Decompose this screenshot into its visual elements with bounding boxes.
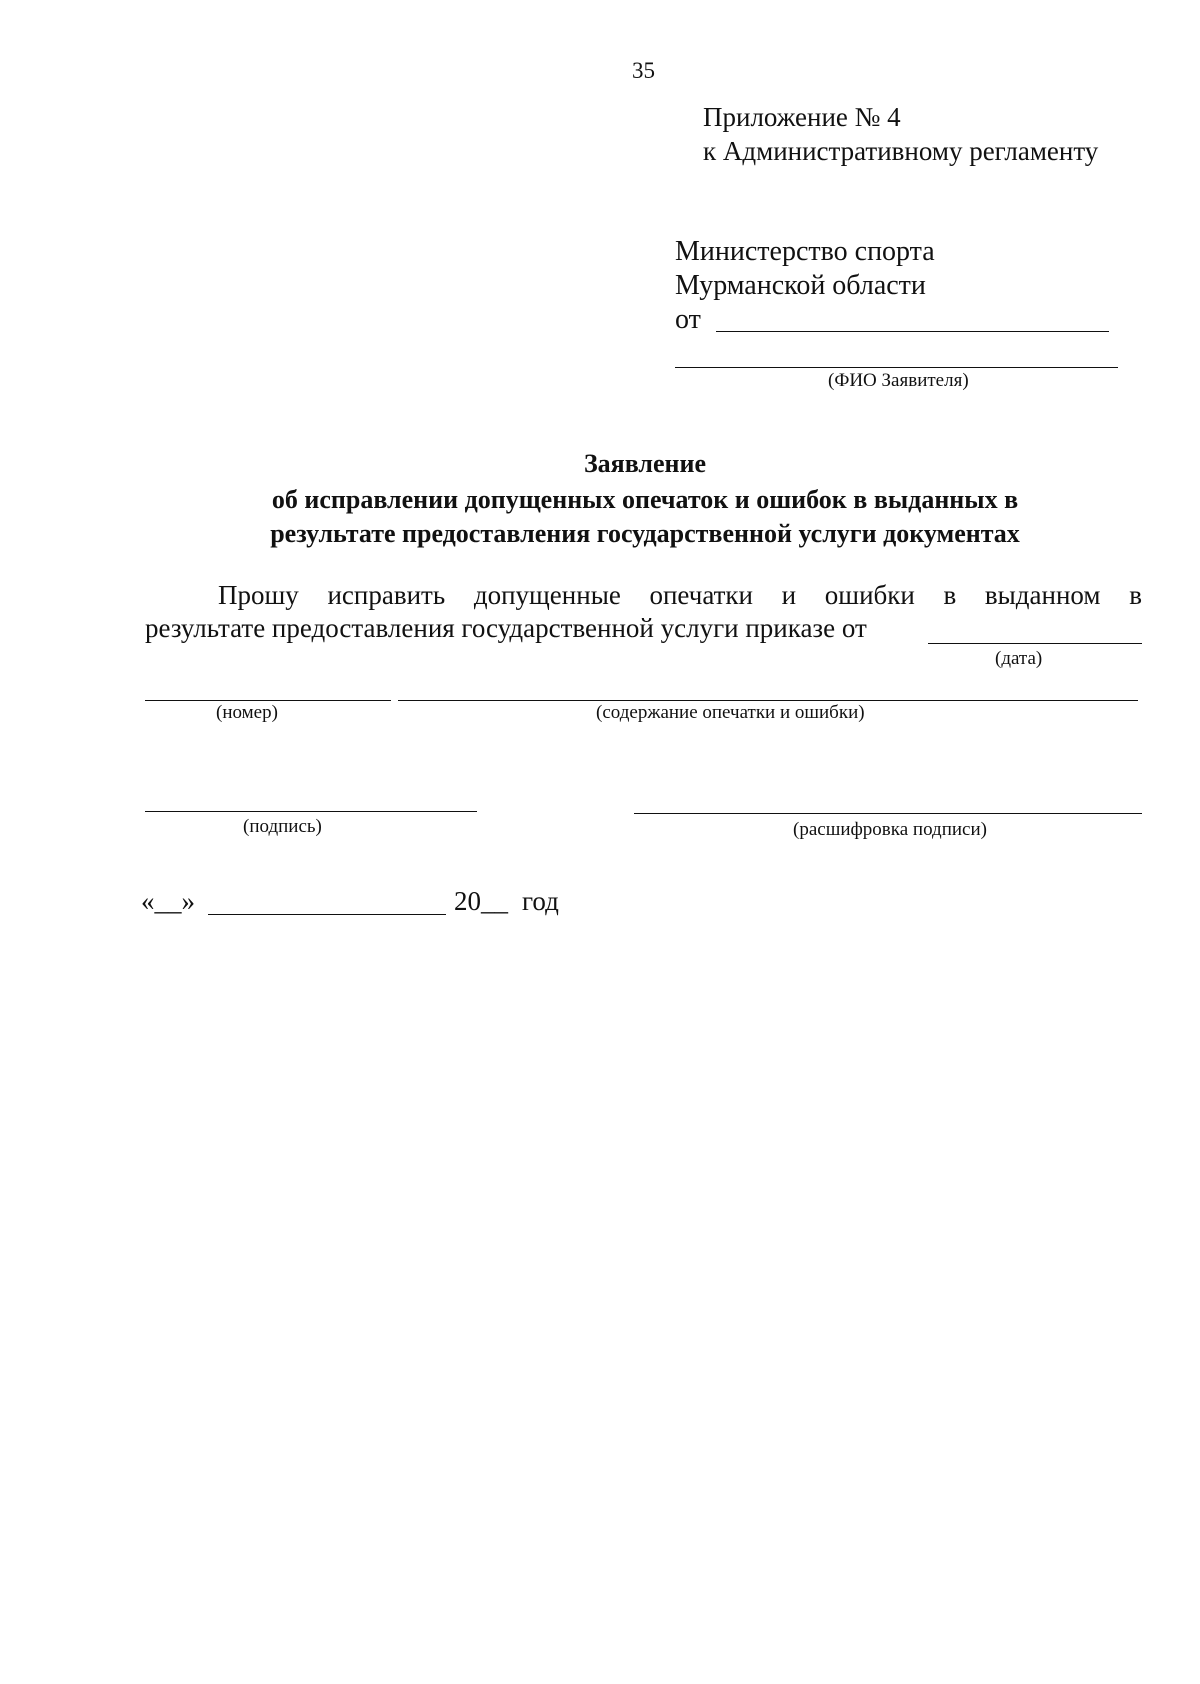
date-day: «__» xyxy=(141,886,195,916)
date-month-line xyxy=(208,914,446,915)
request-word: исправить xyxy=(327,580,446,610)
applicant-name-line-2 xyxy=(675,367,1118,368)
appendix-subtitle: к Административному регламенту xyxy=(703,136,1099,166)
request-word: и xyxy=(781,580,797,610)
applicant-caption: (ФИО Заявителя) xyxy=(828,370,969,391)
document-subtitle-line-2: результате предоставления государственной услуги документах xyxy=(270,519,1020,548)
document-subtitle-line-1: об исправлении допущенных опечаток и ошибок в выданных в xyxy=(271,485,1019,514)
signature-decoding-line xyxy=(634,813,1142,814)
date-year: 20__ xyxy=(454,886,508,916)
addressee-from-label: от xyxy=(675,304,701,335)
page-number: 35 xyxy=(632,58,655,83)
request-text-line-1 xyxy=(218,580,1142,611)
order-number-line xyxy=(145,700,391,701)
request-word: в xyxy=(943,580,957,610)
signature-caption: (подпись) xyxy=(243,816,322,837)
request-word: ошибки xyxy=(824,580,915,610)
addressee-region: Мурманской области xyxy=(675,270,926,301)
request-word: в xyxy=(1129,580,1142,610)
applicant-name-line-1 xyxy=(716,331,1109,332)
addressee-ministry: Министерство спорта xyxy=(675,236,935,267)
order-date-line xyxy=(928,643,1142,644)
date-year-label: год xyxy=(522,886,559,916)
error-content-line xyxy=(398,700,1138,701)
signature-line xyxy=(145,811,477,812)
request-word: допущенные xyxy=(473,580,621,610)
date-caption: (дата) xyxy=(995,648,1043,669)
request-text-line-2: результате предоставления государственной услуги приказе от xyxy=(145,613,867,643)
document-title: Заявление xyxy=(583,449,707,478)
appendix-title: Приложение № 4 xyxy=(703,102,901,132)
signature-decoding-caption: (расшифровка подписи) xyxy=(793,819,987,840)
request-word: Прошу xyxy=(218,580,299,610)
request-word: выданном xyxy=(984,580,1101,610)
number-caption: (номер) xyxy=(216,702,278,723)
content-caption: (содержание опечатки и ошибки) xyxy=(596,702,865,723)
request-word: опечатки xyxy=(649,580,753,610)
